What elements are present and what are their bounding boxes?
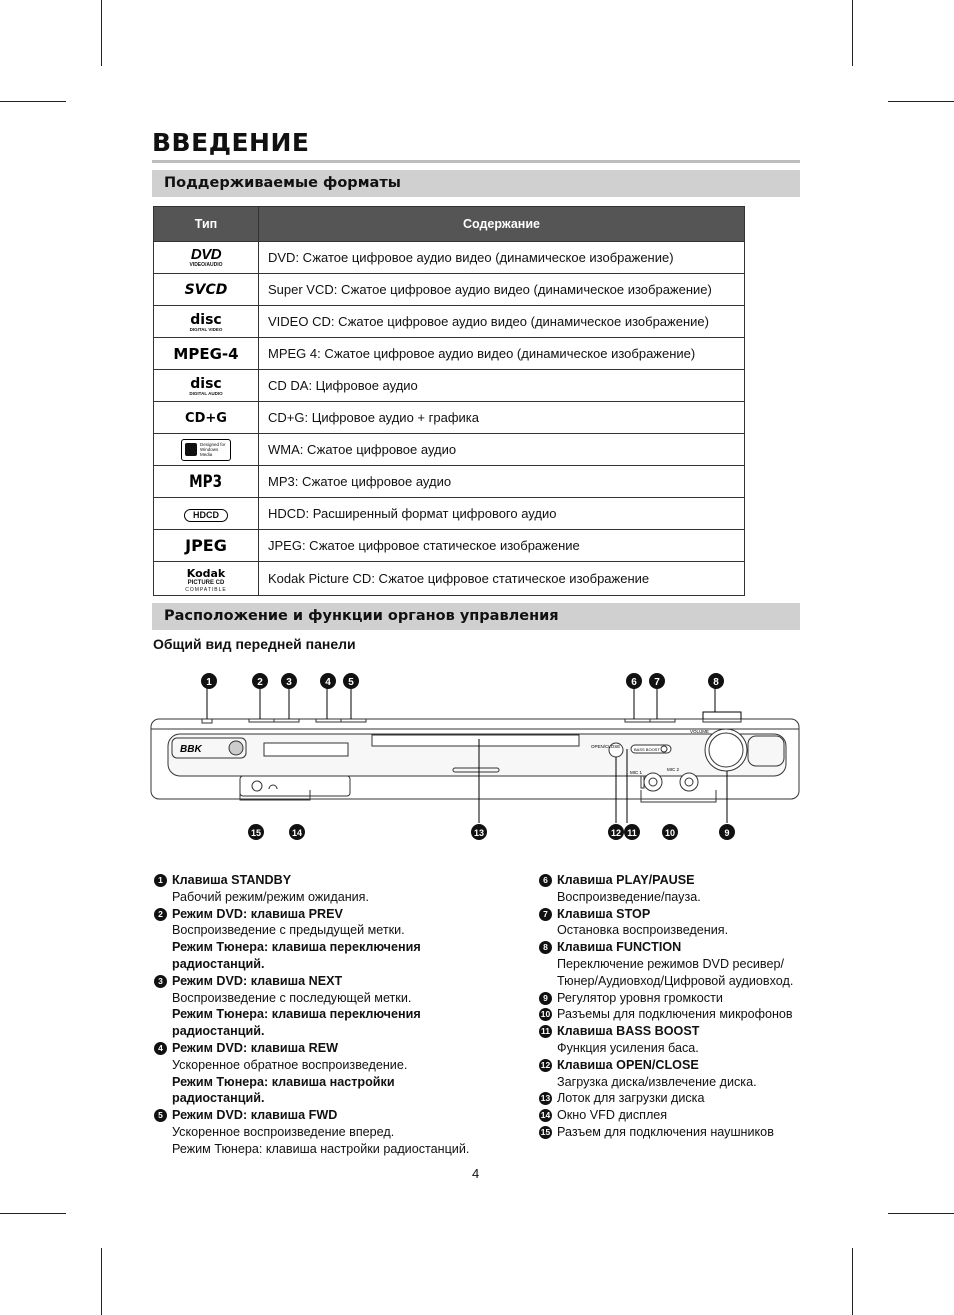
table-row [154, 466, 745, 498]
legend-item-description: Остановка воспроизведения. [557, 923, 729, 938]
callout-8 [708, 673, 724, 689]
crop-mark [852, 0, 853, 66]
legend-item [538, 1124, 808, 1141]
callout-number: 10 [540, 1009, 551, 1020]
svg-text:13: 13 [473, 828, 485, 838]
mic1-jack[interactable] [644, 773, 662, 791]
ir-sensor-icon [229, 741, 243, 755]
cdg-logo [154, 402, 259, 434]
legend-item-title: Режим DVD: клавиша REW [172, 1040, 339, 1055]
logo-text: SVCD [184, 281, 228, 298]
crop-mark [888, 101, 954, 102]
legend-item-description: Переключение режимов DVD ресивер/ [557, 956, 784, 971]
legend-item [538, 906, 808, 940]
format-description: MP3: Сжатое цифровое аудио [259, 466, 745, 498]
rew-button[interactable] [316, 719, 341, 722]
volume-label: VOLUME [690, 729, 710, 734]
title-rule [152, 160, 800, 163]
crop-mark [101, 1248, 102, 1315]
callout-4 [320, 673, 336, 689]
format-description: HDCD: Расширенный формат цифрового аудио [259, 498, 745, 530]
mic2-label: MIC 2 [667, 767, 680, 772]
callout-5 [343, 673, 359, 689]
callout-number: 8 [539, 941, 552, 954]
callout-number: 11 [541, 1026, 550, 1037]
legend-item [538, 939, 808, 989]
volume-knob[interactable] [705, 729, 747, 771]
logo-subtext: COMPATIBLE [185, 586, 227, 593]
legend-item-title: Клавиша OPEN/CLOSE [557, 1057, 699, 1072]
callout-number: 2 [154, 908, 167, 921]
format-description: VIDEO CD: Сжатое цифровое аудио видео (динамическое изображение) [259, 306, 745, 338]
svg-text:3: 3 [286, 677, 292, 688]
table-row [154, 274, 745, 306]
callout-15 [248, 824, 264, 840]
front-panel-subheading: Общий вид передней панели [153, 636, 356, 652]
stop-button[interactable] [650, 719, 675, 722]
svg-text:2: 2 [257, 677, 263, 688]
svg-text:8: 8 [713, 677, 719, 688]
crop-mark [852, 1248, 853, 1315]
logo-subtext: DIGITAL VIDEO [189, 326, 223, 332]
logo-text: disc [190, 375, 222, 392]
kodak-logo [154, 562, 259, 596]
callout-number: 15 [540, 1126, 551, 1137]
cd-da-logo [154, 370, 259, 402]
legend-left [153, 872, 523, 1158]
format-description: DVD: Сжатое цифровое аудио видео (динамическое изображение) [259, 242, 745, 274]
legend-item [153, 1040, 523, 1107]
logo-text: HDCD [184, 509, 228, 522]
legend-item-title: Режим DVD: клавиша FWD [172, 1108, 338, 1123]
logo-text: DVD [190, 246, 222, 263]
legend-item-description: Режим Тюнера: клавиша настройки [172, 1074, 395, 1089]
mic2-jack[interactable] [680, 773, 698, 791]
logo-text: disc [190, 311, 222, 328]
callout-3 [281, 673, 297, 689]
format-description: JPEG: Сжатое цифровое статическое изображение [259, 530, 745, 562]
legend-item-title: Клавиша PLAY/PAUSE [557, 873, 695, 887]
callout-2 [252, 673, 268, 689]
legend-item-description: Воспроизведение с предыдущей метки. [172, 923, 405, 938]
windows-flag-icon [185, 443, 197, 456]
svg-text:4: 4 [325, 677, 331, 688]
table-row [154, 402, 745, 434]
logo-subtext: VIDEO/AUDIO [189, 262, 223, 268]
formats-table [153, 206, 745, 596]
table-row [154, 498, 745, 530]
legend-item [538, 990, 808, 1007]
legend-item-title: Режим DVD: клавиша PREV [172, 906, 343, 921]
logo-text: MP3 [189, 471, 223, 492]
callout-14 [289, 824, 305, 840]
legend-item [538, 1057, 808, 1091]
legend-item-title: Клавиша FUNCTION [557, 940, 682, 955]
windows-media-logo [154, 434, 259, 466]
legend-item-description: Воспроизведение с последующей метки. [172, 990, 412, 1005]
callout-number: 13 [540, 1093, 551, 1104]
legend-item-title: Клавиша STOP [557, 906, 651, 921]
page-title: ВВЕДЕНИЕ [152, 128, 310, 157]
legend-item [153, 1107, 523, 1157]
front-panel-diagram [150, 664, 810, 844]
legend-item-description: радиостанций. [172, 1024, 265, 1039]
legend-item-description: Режим Тюнера: клавиша настройки радиостанций. [172, 1141, 470, 1156]
brand-logo: BBK [180, 744, 202, 755]
crop-mark [0, 101, 66, 102]
legend-item [153, 872, 523, 906]
format-description: Kodak Picture CD: Сжатое цифровое статическое изображение [259, 562, 745, 596]
svg-text:14: 14 [291, 828, 303, 838]
logo-subtext: PICTURE CD [187, 579, 225, 586]
legend-item-text: Разъем для подключения наушников [557, 1124, 774, 1139]
legend-item-text: Регулятор уровня громкости [557, 990, 723, 1005]
legend-item [153, 973, 523, 1040]
legend-right [538, 872, 808, 1141]
svcd-logo [154, 274, 259, 306]
next-button[interactable] [274, 719, 299, 722]
crop-mark [0, 1213, 66, 1214]
logo-text: MPEG-4 [173, 344, 239, 363]
svg-text:5: 5 [348, 677, 354, 688]
controls-heading: Расположение и функции органов управления [152, 603, 800, 630]
callout-1 [201, 673, 217, 689]
callout-number: 6 [539, 874, 552, 887]
legend-item-title: Режим DVD: клавиша NEXT [172, 973, 343, 988]
table-row [154, 306, 745, 338]
format-description: MPEG 4: Сжатое цифровое аудио видео (динамическое изображение) [259, 338, 745, 370]
legend-item [538, 872, 808, 906]
crop-mark [101, 0, 102, 66]
column-header-content: Содержание [259, 207, 745, 242]
hdcd-logo [154, 498, 259, 530]
legend-item [538, 1107, 808, 1124]
table-row [154, 338, 745, 370]
format-description: Super VCD: Сжатое цифровое аудио видео (динамическое изображение) [259, 274, 745, 306]
prev-button[interactable] [249, 719, 274, 722]
bass-boost-label: BASS BOOST [634, 747, 660, 752]
legend-item-description: радиостанций. [172, 1091, 265, 1106]
callout-number: 7 [539, 908, 552, 921]
logo-text: Kodak [186, 566, 226, 580]
legend-item-text: Лоток для загрузки диска [557, 1091, 705, 1106]
legend-item [538, 1006, 808, 1023]
legend-item-description: радиостанций. [172, 956, 265, 971]
callout-13 [471, 824, 487, 840]
legend-item [538, 1090, 808, 1107]
legend-item-text: Окно VFD дисплея [557, 1108, 668, 1123]
legend-item-description: Рабочий режим/режим ожидания. [172, 889, 370, 904]
callout-10 [662, 824, 678, 840]
callout-number: 14 [540, 1110, 551, 1121]
crop-mark [888, 1213, 954, 1214]
disc-tray[interactable] [372, 735, 579, 746]
legend-item-description: Режим Тюнера: клавиша переключения [172, 940, 421, 955]
callout-number: 4 [154, 1042, 167, 1055]
video-cd-logo [154, 306, 259, 338]
svg-text:12: 12 [610, 828, 622, 838]
play-pause-button[interactable] [625, 719, 650, 722]
standby-button[interactable] [202, 719, 212, 723]
legend-item-description: Воспроизведение/пауза. [557, 889, 701, 904]
logo-text: JPEG [185, 536, 227, 555]
open-close-label: OPEN/CLOSE [591, 744, 621, 749]
svg-text:6: 6 [631, 677, 637, 688]
svg-text:10: 10 [664, 828, 676, 838]
logo-text: Designed for Windows Media [200, 441, 226, 457]
callout-7 [649, 673, 665, 689]
format-description: WMA: Сжатое цифровое аудио [259, 434, 745, 466]
svg-text:9: 9 [724, 828, 730, 838]
mic1-label: MIC 1 [630, 770, 643, 775]
legend-item-description: Функция усиления баса. [557, 1040, 699, 1055]
function-button[interactable] [703, 719, 741, 722]
legend-item-description: Тюнер/Аудиовход/Цифровой аудиовход. [557, 973, 794, 988]
mpeg4-logo [154, 338, 259, 370]
page-number: 4 [472, 1166, 480, 1181]
callout-number: 12 [540, 1059, 551, 1070]
callout-number: 5 [154, 1109, 167, 1122]
jpeg-logo [154, 530, 259, 562]
svg-text:1: 1 [206, 677, 212, 688]
legend-item-description: Режим Тюнера: клавиша переключения [172, 1007, 421, 1022]
dvd-logo [154, 242, 259, 274]
format-description: CD DA: Цифровое аудио [259, 370, 745, 402]
legend-item [538, 1023, 808, 1057]
table-row [154, 562, 745, 596]
legend-item-description: Загрузка диска/извлечение диска. [557, 1074, 757, 1089]
logo-text: CD+G [185, 410, 227, 426]
callout-number: 9 [539, 992, 552, 1005]
legend-item-description: Ускоренное обратное воспроизведение. [172, 1057, 408, 1072]
headphone-icon [269, 785, 277, 789]
mp3-logo [154, 466, 259, 498]
callout-number: 3 [154, 975, 167, 988]
callout-12 [608, 824, 624, 840]
headphone-jack[interactable] [252, 781, 262, 791]
svg-text:15: 15 [250, 828, 262, 838]
legend-item-description: Ускоренное воспроизведение вперед. [172, 1124, 395, 1139]
callout-number: 1 [154, 874, 167, 887]
format-description: CD+G: Цифровое аудио + графика [259, 402, 745, 434]
logo-subtext: DIGITAL AUDIO [189, 390, 223, 396]
legend-item [153, 906, 523, 973]
callout-6 [626, 673, 642, 689]
callout-9 [719, 824, 735, 840]
table-row [154, 242, 745, 274]
table-row [154, 530, 745, 562]
callout-11 [624, 824, 640, 840]
svg-text:7: 7 [654, 677, 660, 688]
table-row [154, 434, 745, 466]
formats-heading: Поддерживаемые форматы [152, 170, 800, 197]
legend-item-title: Клавиша STANDBY [172, 873, 292, 887]
table-row [154, 370, 745, 402]
vfd-display [264, 743, 348, 756]
legend-item-title: Клавиша BASS BOOST [557, 1024, 700, 1039]
column-header-type: Тип [154, 207, 259, 242]
legend-item-text: Разъемы для подключения микрофонов [557, 1007, 793, 1022]
fwd-button[interactable] [341, 719, 366, 722]
svg-text:11: 11 [627, 828, 637, 838]
